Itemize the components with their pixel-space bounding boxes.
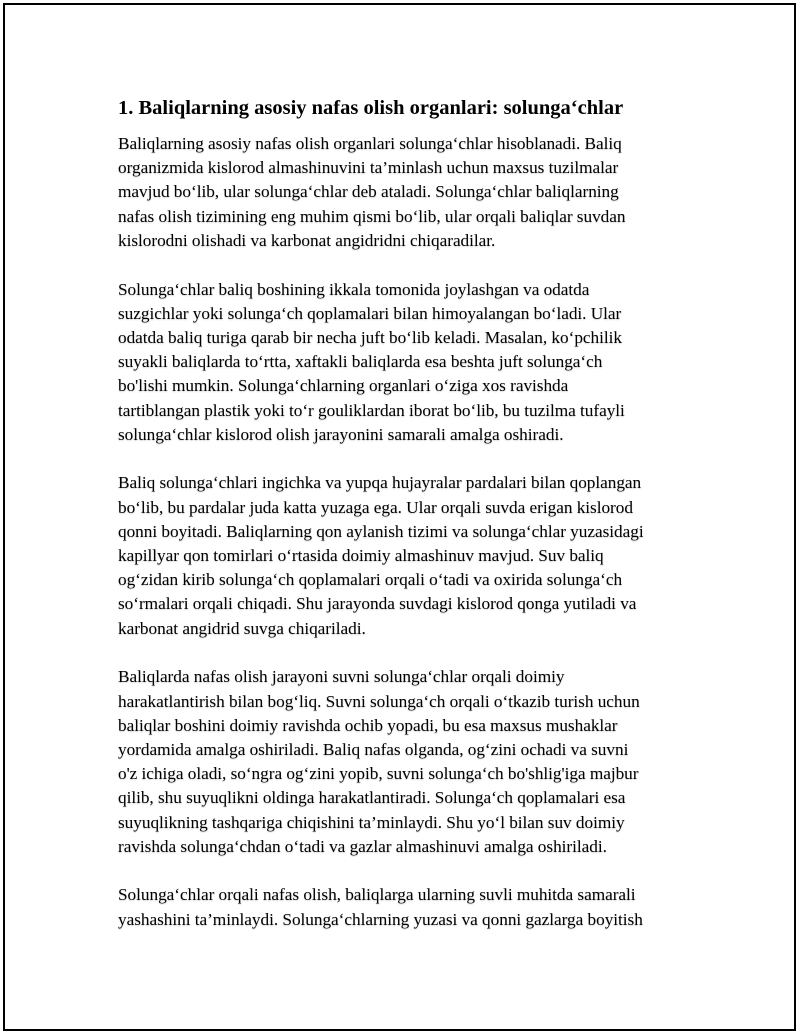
paragraph-1 [118, 132, 690, 253]
text-line: qonni boyitadi. Baliqlarning qon aylanish tizimi va solunga‘chlar yuzasidagi [118, 521, 644, 541]
text-line: Solunga‘chlar orqali nafas olish, baliqlarga ularning suvli muhitda samarali [118, 885, 636, 905]
text-line: Baliqlarning asosiy nafas olish organlari solunga‘chlar hisoblanadi. Baliq [118, 134, 622, 153]
text-line: yordamida amalga oshiriladi. Baliq nafas olganda, og‘zini ochadi va suvni [118, 739, 629, 759]
text-line: kislorodni olishadi va karbonat angidridni chiqaradilar. [118, 230, 496, 250]
text-line: Baliq solunga‘chlari ingichka va yupqa hujayralar pardalari bilan qoplangan [118, 473, 642, 493]
document-body [118, 96, 690, 956]
text-line: kapillyar qon tomirlari o‘rtasida doimiy almashinuv mavjud. Suv baliq [118, 546, 604, 566]
text-line: bo‘lib, bu pardalar juda katta yuzaga ega. Ular orqali suvda erigan kislorod [118, 497, 633, 517]
text-line: ravishda solunga‘chdan o‘tadi va gazlar almashinuvi amalga oshiriladi. [118, 836, 607, 856]
text-line: tartiblangan plastik yoki to‘r gouliklardan iborat bo‘lib, bu tuzilma tufayli [118, 400, 625, 420]
paragraph-4 [118, 665, 690, 859]
paragraph-2 [118, 278, 690, 447]
text-line: Baliqlarda nafas olish jarayoni suvni solunga‘chlar orqali doimiy [118, 667, 565, 687]
text-line: harakatlantirish bilan bog‘liq. Suvni solunga‘ch orqali o‘tkazib turish uchun [118, 691, 640, 711]
text-line: og‘zidan kirib solunga‘ch qoplamalari orqali o‘tadi va oxirida solunga‘ch [118, 570, 623, 590]
paragraph-3 [118, 471, 690, 640]
text-line: bo'lishi mumkin. Solunga‘chlarning organlari o‘ziga xos ravishda [118, 376, 569, 396]
heading-text: 1. Baliqlarning asosiy nafas olish organlari: solunga‘chlar [118, 97, 624, 119]
paragraph-5 [118, 883, 690, 931]
text-line: o'z ichiga oladi, so‘ngra og‘zini yopib, suvni solunga‘ch bo'shlig'iga majbur [118, 764, 639, 784]
text-line: suzgichlar yoki solunga‘ch qoplamalari bilan himoyalangan bo‘ladi. Ular [118, 303, 622, 323]
section-heading [118, 96, 690, 120]
text-line: organizmida kislorod almashinuvini ta’minlash uchun maxsus tuzilmalar [118, 158, 619, 178]
text-line: qilib, shu suyuqlikni oldinga harakatlantiradi. Solunga‘ch qoplamalari esa [118, 788, 626, 808]
text-line: mavjud bo‘lib, ular solunga‘chlar deb ataladi. Solunga‘chlar baliqlarning [118, 182, 619, 202]
text-line: nafas olish tizimining eng muhim qismi bo‘lib, ular orqali baliqlar suvdan [118, 206, 626, 226]
text-line: karbonat angidrid suvga chiqariladi. [118, 618, 366, 638]
text-line: solunga‘chlar kislorod olish jarayonini samarali amalga oshiradi. [118, 424, 564, 444]
text-line: yashashini ta’minlaydi. Solunga‘chlarning yuzasi va qonni gazlarga boyitish [118, 909, 643, 929]
text-line: Solunga‘chlar baliq boshining ikkala tomonida joylashgan va odatda [118, 279, 590, 299]
text-line: odatda baliq turiga qarab bir necha juft bo‘lib keladi. Masalan, ko‘pchilik [118, 327, 622, 347]
text-line: suyuqlikning tashqariga chiqishini ta’minlaydi. Shu yo‘l bilan suv doimiy [118, 812, 625, 832]
text-line: so‘rmalari orqali chiqadi. Shu jarayonda suvdagi kislorod qonga yutiladi va [118, 594, 637, 614]
text-line: suyakli baliqlarda to‘rtta, xaftakli baliqlarda esa beshta juft solunga‘ch [118, 352, 603, 372]
text-line: baliqlar boshini doimiy ravishda ochib yopadi, bu esa maxsus mushaklar [118, 715, 618, 735]
